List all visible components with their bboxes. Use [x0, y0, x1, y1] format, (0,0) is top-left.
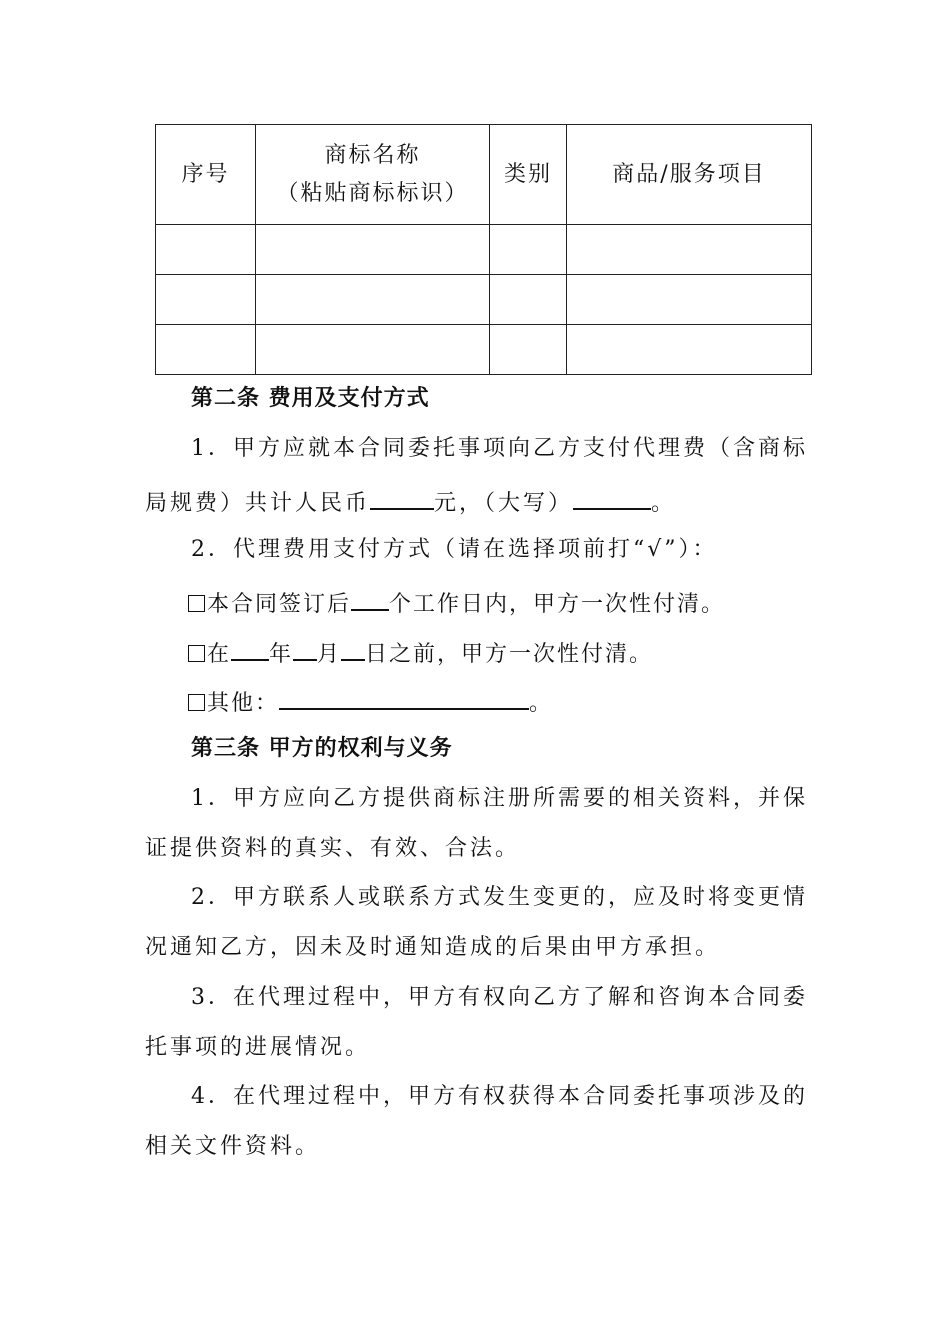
header-trademark-name: [256, 125, 490, 225]
table-row: [156, 225, 812, 275]
amount-blank[interactable]: [370, 484, 434, 510]
table-cell: [567, 275, 812, 325]
table-cell: [156, 275, 256, 325]
table-cell: [256, 325, 490, 375]
article2-p1-text-b: 元，（大写）: [434, 491, 574, 516]
table-header-row: [156, 125, 812, 225]
trademark-table: [155, 124, 812, 375]
article3-p4-line2: 相关文件资料。: [145, 1134, 321, 1159]
table-cell: [490, 225, 567, 275]
article3-p3-line2: 托事项的进展情况。: [145, 1035, 371, 1060]
payment-option-1: [188, 585, 808, 620]
article3-p1-line2: 证提供资料的真实、有效、合法。: [145, 836, 521, 861]
amount-uppercase-blank[interactable]: [573, 484, 651, 510]
option3-text-b: 。: [529, 691, 554, 716]
article2-p1-text-a: 局规费）共计人民币: [145, 491, 371, 516]
month-blank[interactable]: [293, 635, 317, 661]
table-cell: [567, 225, 812, 275]
year-blank[interactable]: [231, 635, 269, 661]
workdays-blank[interactable]: [351, 585, 389, 611]
payment-option-3: [188, 684, 808, 719]
option2-text-b: 年: [269, 642, 294, 667]
article3-p1-line1: 1．甲方应向乙方提供商标注册所需要的相关资料，并保: [191, 786, 808, 811]
header-class: 类别: [490, 125, 567, 225]
option1-text-a: 本合同签订后: [207, 592, 352, 617]
checkbox-option-2[interactable]: [188, 645, 205, 662]
checkbox-option-1[interactable]: [188, 595, 205, 612]
payment-option-2: [188, 635, 808, 670]
article2-p1-text-c: 。: [651, 491, 677, 516]
article3-p2-line2: 况通知乙方，因未及时通知造成的后果由甲方承担。: [145, 935, 721, 960]
article3-title: 第三条 甲方的权利与义务: [191, 736, 453, 761]
header-goods-services: 商品/服务项目: [567, 125, 812, 225]
option2-text-d: 日之前，甲方一次性付清。: [365, 642, 654, 667]
option1-text-b: 个工作日内，甲方一次性付清。: [389, 592, 726, 617]
table-cell: [256, 225, 490, 275]
checkbox-option-3[interactable]: [188, 694, 205, 711]
option2-text-a: 在: [207, 642, 232, 667]
table-cell: [567, 325, 812, 375]
table-cell: [256, 275, 490, 325]
article2-p2: 2．代理费用支付方式（请在选择项前打“√”）：: [191, 537, 718, 562]
table-cell: [490, 325, 567, 375]
day-blank[interactable]: [341, 635, 365, 661]
header-trademark-name-line1: 商标名称: [324, 142, 421, 168]
article2-title: 第二条 费用及支付方式: [191, 386, 430, 411]
option3-text-a: 其他：: [207, 691, 280, 716]
article2-p1-line2: [145, 484, 815, 519]
article3-p2-line1: 2．甲方联系人或联系方式发生变更的，应及时将变更情: [191, 885, 808, 910]
option2-text-c: 月: [317, 642, 342, 667]
header-trademark-name-line2: （粘贴商标标识）: [276, 180, 469, 206]
table-row: [156, 325, 812, 375]
other-method-blank[interactable]: [279, 684, 529, 710]
table-row: [156, 275, 812, 325]
table-cell: [490, 275, 567, 325]
article3-p4-line1: 4．在代理过程中，甲方有权获得本合同委托事项涉及的: [191, 1084, 808, 1109]
article2-p1-line1: 1．甲方应就本合同委托事项向乙方支付代理费（含商标: [191, 436, 808, 461]
header-serial: 序号: [156, 125, 256, 225]
article3-p3-line1: 3．在代理过程中，甲方有权向乙方了解和咨询本合同委: [191, 985, 808, 1010]
table-cell: [156, 225, 256, 275]
table-cell: [156, 325, 256, 375]
